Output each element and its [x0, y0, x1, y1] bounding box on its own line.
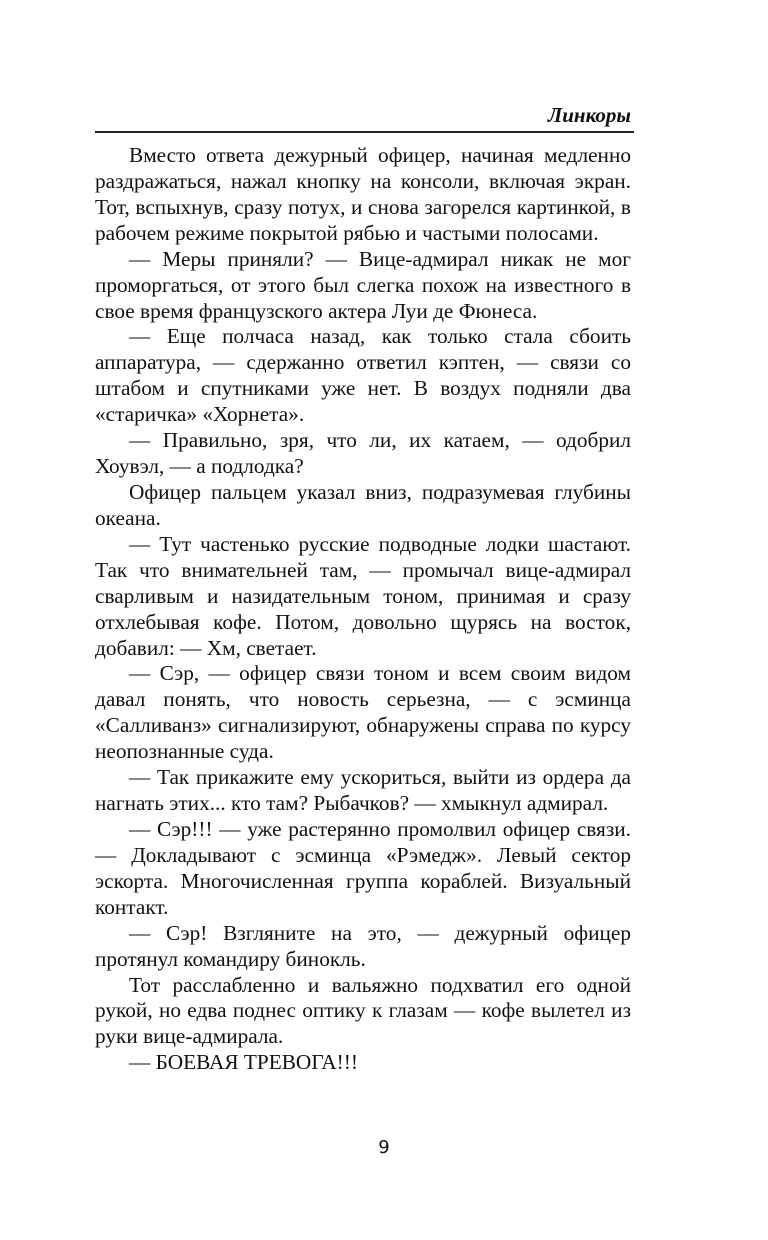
running-title: Линкоры — [547, 103, 631, 127]
paragraph: — Тут частенько русские подводные лодки шастают. Так что внимательней там, — промычал вице-адмирал сварливым и назидательным тоном, принимая и сразу отхлебывая кофе. Потом, довольно щурясь на восток, добавил: — Хм, светает. — [95, 531, 631, 660]
paragraph: Вместо ответа дежурный офицер, начиная медленно раздражаться, нажал кнопку на консоли, включая экран. Тот, вспыхнув, сразу потух, и снова загорелся картинкой, в рабочем режиме покрытой рябью и частыми полосами. — [95, 143, 631, 245]
paragraph: — Сэр, — офицер связи тоном и всем своим видом давал понять, что новость серьезна, — с эсминца «Салливанз» сигнализируют, обнаружены справа по курсу неопознанные суда. — [95, 661, 631, 764]
paragraph: — Так прикажите ему ускориться, выйти из ордера да нагнать этих... кто там? Рыбачков? — хмыкнул адмирал. — [95, 765, 631, 816]
paragraph: — Еще полчаса назад, как только стала сбоить аппаратура, — сдержанно ответил кэптен, — связи со штабом и спутниками уже нет. В воздух подняли два «старичка» «Хорнета». — [95, 324, 631, 427]
paragraph: — Меры приняли? — Вице-адмирал никак не мог проморгаться, от этого был слегка похож на известного в свое время французского актера Луи де Фюнеса. — [95, 246, 631, 323]
page-number: 9 — [378, 1137, 390, 1158]
paragraph: — Правильно, зря, что ли, их катаем, — одобрил Хоувэл, — а подлодка? — [95, 428, 631, 479]
paragraph: Офицер пальцем указал вниз, подразумевая глубины океана. — [95, 479, 631, 530]
paragraph: — БОЕВАЯ ТРЕВОГА!!! — [129, 1050, 358, 1075]
paragraph: — Сэр!!! — уже растерянно промолвил офицер связи. — Докладывают с эсминца «Рэмедж». Левый сектор эскорта. Многочисленная группа кораблей. Визуальный контакт. — [95, 816, 631, 919]
paragraph: — Сэр! Взгляните на это, — дежурный офицер протянул командиру бинокль. — [95, 920, 631, 971]
paragraph: Тот расслабленно и вальяжно подхватил его одной рукой, но едва поднес оптику к глазам — кофе вылетел из руки вице-адмирала. — [95, 972, 631, 1049]
page-header — [95, 97, 634, 133]
body-text — [95, 143, 631, 1076]
